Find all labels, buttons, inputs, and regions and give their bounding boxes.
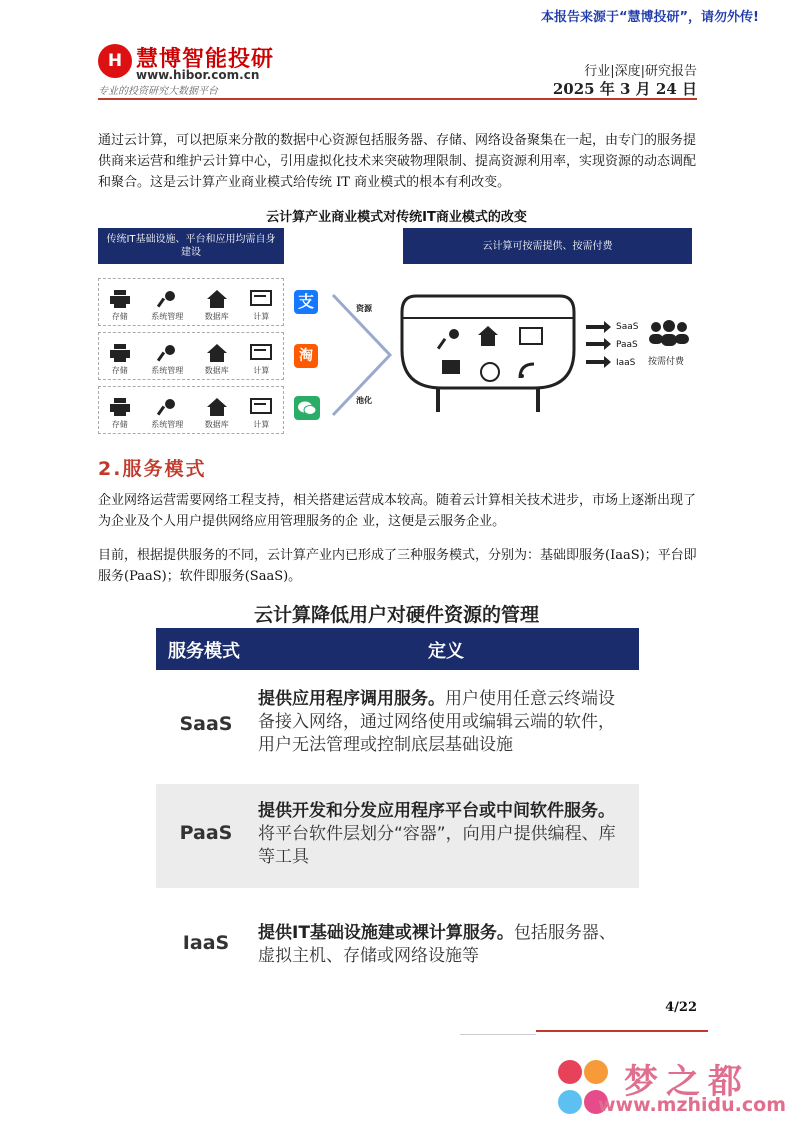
col-mode-header: 服务模式: [168, 641, 240, 662]
definition-bold: 提供开发和分发应用程序平台或中间软件服务。: [258, 801, 615, 821]
row-definition: [258, 800, 628, 869]
icon-label: 存储: [111, 366, 128, 375]
row-definition: [258, 922, 628, 968]
storage-item: [110, 398, 130, 430]
label-pooling: 池化: [356, 396, 372, 405]
cloud-pool-illustration: [398, 290, 578, 416]
cloud-ondemand-box: 云计算可按需提供、按需付费: [403, 228, 692, 264]
users-group-icon: [646, 320, 692, 348]
definition-text: 用户使用任意云终端设备接入网络，通过网络使用或编辑云端的软件，用户无法管理或控制底层基础设施: [258, 689, 615, 755]
service-iaas: IaaS: [616, 358, 636, 368]
compute-item: [250, 398, 272, 430]
table-header: [156, 628, 639, 670]
brand-name: 梦之都: [624, 1062, 750, 1102]
compute-item: [250, 344, 272, 376]
key-icon: [157, 290, 177, 308]
icon-label: 系统管理: [151, 420, 184, 429]
icon-label: 数据库: [204, 312, 229, 321]
service-arrows-icon: [586, 320, 612, 370]
resource-row: [98, 278, 284, 326]
taobao-icon: 淘: [294, 344, 318, 368]
figure2-title: 云计算降低用户对硬件资源的管理: [253, 604, 539, 626]
figure1-title: 云计算产业商业模式对传统IT商业模式的改变: [266, 210, 527, 225]
compute-item: [250, 290, 272, 322]
source-notice: 本报告来源于“慧博投研”，请勿外传!: [540, 10, 759, 25]
row-mode: PaaS: [179, 822, 233, 844]
definition-text: 将平台软件层划分“容器”，向用户提供编程、库等工具: [258, 824, 616, 867]
database-item: [205, 398, 229, 430]
intro-paragraph: 通过云计算，可以把原来分散的数据中心资源包括服务器、存储、网络设备聚集在一起，由专门的服务提供商来运营和维护云计算中心，引用虚拟化技术来突破物理限制、提高资源利用率，实现资源的动态调配和聚合。这是云计算产业商业模式给传统 IT 商业模式的根本有利改变。: [98, 133, 697, 190]
footer-divider: [536, 1030, 708, 1032]
definition-bold: 提供IT基础设施建或裸计算服务。: [258, 923, 514, 943]
resource-row: [98, 386, 284, 434]
wechat-icon: [294, 396, 320, 420]
footer-divider-grey: [460, 1034, 536, 1035]
database-item: [205, 290, 229, 322]
icon-label: 系统管理: [151, 312, 184, 321]
storage-item: [110, 290, 130, 322]
icon-label: 计算: [253, 312, 270, 321]
traditional-it-box: 传统IT基础设施、平台和应用均需自身建设: [98, 228, 284, 264]
report-type: 行业|深度|研究报告: [584, 64, 697, 79]
icon-label: 数据库: [204, 366, 229, 375]
printer-icon: [110, 290, 130, 308]
service-saas: SaaS: [616, 322, 639, 332]
monitor-icon: [250, 290, 272, 308]
house-icon: [207, 290, 227, 308]
label-resource: 资源: [356, 304, 372, 313]
icon-label: 存储: [111, 420, 128, 429]
icon-label: 计算: [253, 366, 270, 375]
icon-label: 数据库: [204, 420, 229, 429]
system-mgmt-item: [151, 290, 183, 322]
table-row: [156, 676, 639, 778]
page-number: 4/22: [665, 1000, 697, 1015]
report-date: 2025 年 3 月 24 日: [552, 80, 697, 98]
section-paragraph-2: 目前，根据提供服务的不同，云计算产业内已形成了三种服务模式，分别为：基础即服务(IaaS)；平台即服务(PaaS)；软件即服务(SaaS)。: [98, 548, 697, 584]
logo-url[interactable]: www.hibor.com.cn: [136, 68, 260, 82]
logo-name: 慧博智能投研: [136, 47, 275, 72]
logo-slogan: 专业的投资研究大数据平台: [98, 86, 218, 97]
icon-label: 计算: [253, 420, 270, 429]
resource-row: [98, 332, 284, 380]
printer-icon: [110, 344, 130, 362]
header-divider: [98, 98, 697, 100]
house-icon: [207, 398, 227, 416]
row-mode: SaaS: [179, 713, 233, 735]
storage-item: [110, 344, 130, 376]
system-mgmt-item: [151, 344, 183, 376]
database-item: [205, 344, 229, 376]
icon-label: 存储: [111, 312, 128, 321]
definition-bold: 提供应用程序调用服务。: [258, 689, 445, 709]
printer-icon: [110, 398, 130, 416]
pay-on-demand-label: 按需付费: [648, 357, 685, 367]
row-mode: IaaS: [182, 932, 230, 954]
key-icon: [157, 344, 177, 362]
service-paas: PaaS: [616, 340, 638, 350]
table-row: [156, 910, 639, 980]
row-definition: [258, 688, 628, 757]
key-icon: [157, 398, 177, 416]
alipay-icon: 支: [294, 290, 318, 314]
monitor-icon: [250, 398, 272, 416]
table-row: [156, 784, 639, 888]
monitor-icon: [250, 344, 272, 362]
section-title: 2.服务模式: [98, 458, 207, 480]
brand-url[interactable]: www.mzhidu.com: [598, 1094, 787, 1116]
section-paragraph-1: 企业网络运营需要网络工程支持，相关搭建运营成本较高。随着云计算相关技术进步，市场上逐渐出现了为企业及个人用户提供网络应用管理服务的企 业，这便是云服务企业。: [98, 493, 697, 529]
col-def-header: 定义: [428, 641, 464, 662]
house-icon: [207, 344, 227, 362]
hibor-logo-icon: H: [98, 44, 132, 78]
definition-text: 包括服务器、虚拟主机、存储或网络设施等: [258, 923, 616, 966]
icon-label: 系统管理: [151, 366, 184, 375]
system-mgmt-item: [151, 398, 183, 430]
